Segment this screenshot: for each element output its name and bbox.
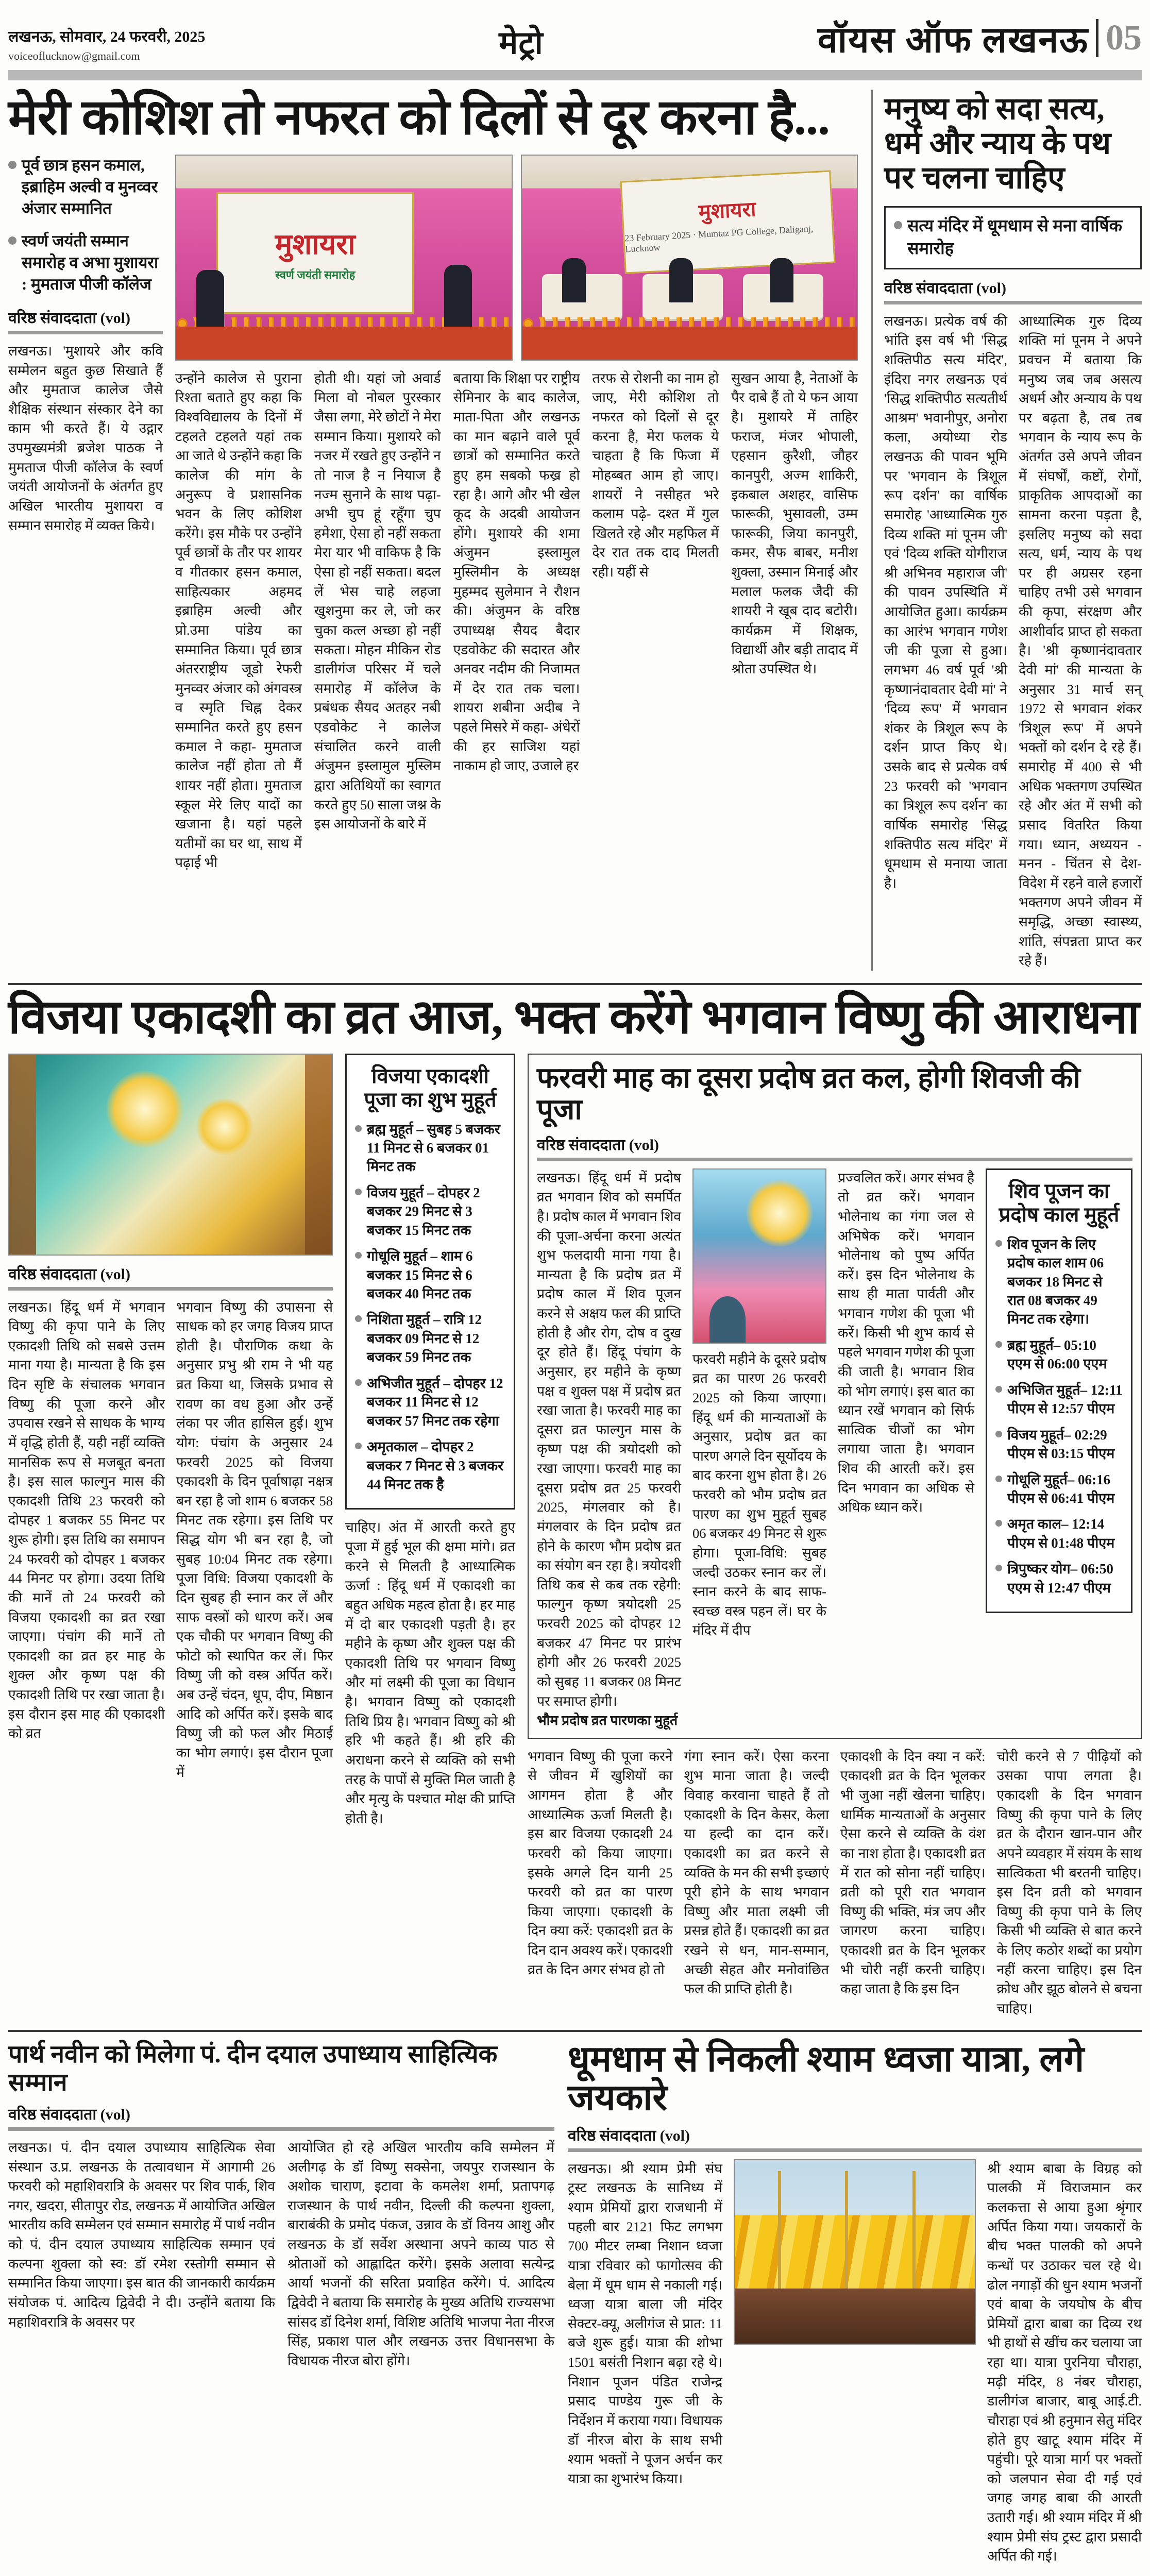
byline-rule (884, 301, 1142, 304)
bullet-text: पूर्व छात्र हसन कमाल, इब्राहिम अल्वी व मुनव्वर अंजार सम्मानित (22, 156, 158, 217)
bullet-text: स्वर्ण जयंती सम्मान समारोह व अभा मुशायरा : मुमताज पीजी कॉलेज (22, 232, 159, 294)
pradosh-headline: फरवरी माह का दूसरा प्रदोष व्रत कल, होगी शिवजी की पूजा (537, 1062, 1080, 1126)
muhurta-box-title: विजया एकादशी पूजा का शुभ मुहूर्त (364, 1064, 497, 1111)
mushaira-stage-photo-2 (521, 155, 858, 361)
mushaira-lead: लखनऊ। 'मुशायरे और कवि सम्मेलन बहुत कुछ सिखाते हैं और मुमताज कालेज जैसे शैक्षिक संस्थान संस्कार देने का काम भी करते हैं। ये उद्गार उपमुख्यमंत्री ब्रजेश पाठक ने मुमताज पीजी कॉलेज के स्वर्ण जयंती आयोजनों के अंतर्गत हुए अखिल भारतीय मुशायरा व सम्मान समारोह में व्यक्त किये। (8, 343, 163, 533)
vishnu-lakshmi-illustration (8, 1054, 333, 1256)
muhurta-item (355, 1247, 505, 1303)
mushaira-col-5: सुखन आया है, नेताओं के पैर दाबे हैं तो ये फन आया है। मुशायरे में ताहिर फराज, मंजर भोपाली, एहसान कुरैशी, जौहर कानपुरी, अज्म शाकिरी, इकबाल अशहर, वासिफ फारूकी, भुसावली, उम्म फारूकी, जिया कानपुरी, कमर, सैफ बाबर, मनीश शुक्ला, उस्मान मिनाई और मलाल फलक जैदी की शायरी ने खूब दाद बटोरी। कार्यक्रम में शिक्षक, विद्यार्थी और बड़ी तादाद में श्रोता उपस्थित थे। (731, 370, 858, 677)
pradosh-wrap (528, 1054, 1142, 2019)
muhurta-text: त्रिपुष्कर योग– 06:50 एएम से 12:47 पीएम (1007, 1561, 1113, 1596)
muhurta-text: अमृत काल– 12:14 पीएम से 01:48 पीएम (1007, 1516, 1115, 1551)
byline: वरिष्ठ संवाददाता (vol) (537, 1136, 659, 1154)
bullet-dot-icon (355, 1252, 362, 1259)
person-silhouette (770, 258, 793, 302)
article-parth-naveen (8, 2040, 554, 2566)
satya-col-1: लखनऊ। प्रत्येक वर्ष की भांति इस वर्ष भी 'सिद्ध शक्तिपीठ सत्य मंदिर', इंदिरा नगर लखनऊ एवं 'सिद्ध शक्तिपीठ सत्यतीर्थ आश्रम' भवानीपुर, अनोरा कला, अयोध्या रोड लखनऊ की पावन भूमि पर 'भगवान के त्रिशूल रूप दर्शन' का वार्षिक समारोह 'आध्यात्मिक गुरु दिव्य शक्ति मां पूनम जी' एवं 'दिव्य शक्ति योगीराज श्री अभिनव महाराज जी' की पावन उपस्थिति में आयोजित हुआ। कार्यक्रम का आरंभ भगवान गणेश जी की पूजा से हुआ। लगभग 46 वर्ष पूर्व 'श्री कृष्णानंदावतार देवी मां' ने 'दिव्य रूप' में भगवान शंकर के त्रिशूल रूप के दर्शन प्राप्त किए थे। उसके बाद से प्रत्येक वर्ष 23 फरवरी को 'भगवान का त्रिशूल रूप दर्शन' का वार्षिक समारोह 'सिद्ध शक्तिपीठ सत्य मंदिर' में धूमधाम से मनाया जाता है। (884, 313, 1007, 891)
ekadashi-bottom-row (528, 1747, 1142, 2019)
parth-headline: पार्थ नवीन को मिलेगा पं. दीन दयाल उपाध्याय साहित्यिक सम्मान (8, 2040, 498, 2096)
shyam-col-1: लखनऊ। श्री श्याम प्रेमी संघ ट्रस्ट लखनऊ के सानिध्य में श्याम प्रेमियों द्वारा राजधानी में पहली बार 2121 फिट लगभग 700 मीटर लम्बा निशान ध्वजा यात्रा रविवार को फागोत्सव की बेला में धूम धाम से नकाली गई। ध्वजा यात्रा बाला जी मंदिर सेक्टर-क्यू, अलीगंज से प्रात: 11 बजे शुरू हुई। यात्रा की शोभा 1501 बसंती निशान बढ़ा रहे थे। निशान पूजन पंडित राजेन्द्र प्रसाद पाण्डेय गुरू जी के निर्देशन में कराया गया। विधायक डॉ नीरज बोरा के साथ सभी श्याम भक्तों ने पूजन अर्चन कर यात्रा का शुभारंभ किया। (568, 2160, 722, 2486)
person-silhouette (444, 265, 472, 327)
satya-bullets (894, 215, 1132, 261)
byline: वरिष्ठ संवाददाता (vol) (8, 309, 130, 327)
halo-decoration (196, 1098, 253, 1155)
banner-title: मुशायरा (275, 228, 356, 261)
dateline: लखनऊ, सोमवार, 24 फरवरी, 2025 (8, 28, 206, 45)
bullet-item (8, 230, 163, 295)
muhurta-item (355, 1120, 505, 1176)
byline-rule (537, 1158, 1132, 1161)
halo-decoration (106, 1071, 183, 1148)
satya-col-2: आध्यात्मिक गुरु दिव्य शक्ति मां पूनम ने अपने प्रवचन में बताया कि मनुष्य जब जब असत्य अधर्म और अन्याय के पथ पर बढ़ता है, तब तब भगवान के न्याय रूप के अंतर्गत उसे अपने जीवन में संघर्षों, कष्टों, रोगों, प्राकृतिक आपदाओं का सामना करना पड़ता है, इसलिए मनुष्य को सदा सत्य, धर्म, न्याय के पथ पर ही अग्रसर रहना चाहिए तभी उसे भगवान की कृपा, संरक्षण और आशीर्वाद प्राप्त हो सकता है। 'श्री कृष्णानंदावतार देवी मां' की मान्यता के अनुसार 31 मार्च सन् 1972 से भगवान शंकर 'त्रिशूल रूप' में अपने भक्तों को दर्शन दे रहे हैं। समारोह में 400 से भी अधिक भक्तगण उपस्थित रहे और अंत में सभी को प्रसाद वितरित किया गया। ध्यान, अध्ययन - मनन - चिंतन से देश-विदेश में रहने वाले हजारों भक्तगण अपने जीवन में समृद्धि, अच्छा स्वास्थ्य, शांति, संपन्नता प्राप्त कर रहे हैं। (1019, 313, 1142, 969)
bullet-dot-icon (355, 1125, 362, 1132)
article-satya-mandir (871, 90, 1142, 971)
ekadashi-banner-headline: विजया एकादशी का व्रत आज, भक्त करेंगे भगवान विष्णु की आराधना (8, 990, 1139, 1043)
byline: वरिष्ठ संवाददाता (vol) (884, 279, 1006, 297)
muhurta-item (995, 1426, 1123, 1463)
contact-email: voiceoflucknow@gmail.com (8, 49, 140, 62)
bullet-dot-icon (8, 161, 16, 169)
ekadashi-bottom-col-1: भगवान विष्णु की पूजा करने से जीवन में खुशियों का आगमन होता है और आध्यात्मिक ऊर्जा मिलती है। इस बार विजया एकादशी 24 फरवरी को किया जाएगा। इसके अगले दिन यानी 25 फरवरी को व्रत का पारण किया जाएगा। एकादशी के दिन क्या करें: एकादशी व्रत के दिन दान अवश्य करें। एकादशी व्रत के दिन अगर संभव हो तो (528, 1748, 673, 1977)
article-ekadashi (8, 983, 1142, 2019)
muhurta-text: अभिजीत मुहूर्त – दोपहर 12 बजकर 11 मिनट से 12 बजकर 57 मिनट तक रहेगा (367, 1375, 503, 1429)
bullet-dot-icon (995, 1240, 1002, 1247)
muhurta-text: गोधूलि मुहूर्त – शाम 6 बजकर 15 मिनट से 6 बजकर 40 मिनट तक (367, 1248, 473, 1301)
shiv-muhurta-box (986, 1168, 1132, 1613)
ekadashi-col-1: लखनऊ। हिंदू धर्म में भगवान विष्णु की कृपा पाने के लिए एकादशी तिथि को सबसे उत्तम माना गया है। मान्यता है कि इस दिन सृष्टि के संचालक भगवान विष्णु की पूजा करने और उपवास रखने से साधक के भाग्य में वृद्धि होती हैं, यही नहीं व्यक्ति मानसिक रूप से मजबूत बनता है। इस साल फाल्गुन मास की एकादशी तिथि 23 फरवरी को दोपहर 1 बजकर 55 मिनट पर शुरू होगी। इस तिथि का समापन 24 फरवरी को दोपहर 1 बजकर 44 मिनट पर होगा। उदया तिथि की मानें तो 24 फरवरी को विजया एकादशी का व्रत रखा जाएगा। पंचांग की मानें तो एकादशी का व्रत हर माह के शुक्ल और कृष्ण पक्ष की एकादशी तिथि पर रखा जाता है। इस दौरान इस माह की एकादशी को व्रत (8, 1299, 165, 1741)
article-pradosh (528, 1054, 1142, 1739)
ekadashi-muhurta-column (345, 1054, 515, 1828)
muhurta-text: ब्रह्म मुहूर्त – सुबह 5 बजकर 11 मिनट से 6 बजकर 01 मिनट तक (367, 1121, 500, 1175)
bullet-text: सत्य मंदिर में धूमधाम से मना वार्षिक समारोह (907, 216, 1122, 259)
halo-decoration (746, 1180, 813, 1247)
masthead-left (8, 25, 225, 63)
muhurta-text: विजय मुहूर्त – दोपहर 2 बजकर 29 मिनट से 3 बजकर 15 मिनट तक (367, 1184, 480, 1238)
person-silhouette (196, 270, 224, 327)
muhurta-item (995, 1560, 1123, 1597)
ekadashi-bottom-col-4: चोरी करने से 7 पीढ़ियों को उसका पापा लगता है। एकादशी के दिन भगवान विष्णु की कृपा पाने के लिए व्रत के दौरान खान-पान और अपने व्यवहार में संयम के साथ सात्विकता भी बरतनी चाहिए। इस दिन व्रती को भगवान विष्णु की कृपा पाने के लिए किसी भी व्यक्ति से बात करने के लिए कठोर शब्दों का प्रयोग नहीं करना चाहिए। इस दिन क्रोध और झूठ बोलने से बचना चाहिए। (996, 1748, 1142, 2016)
byline-rule (8, 331, 163, 334)
byline: वरिष्ठ संवाददाता (vol) (568, 2127, 690, 2144)
bullet-dot-icon (355, 1379, 362, 1386)
bullet-dot-icon (995, 1520, 1002, 1527)
pillar-decoration (305, 1055, 332, 1255)
muhurta-item (995, 1470, 1123, 1508)
banner-title: मुशायरा (698, 197, 756, 224)
divider (1096, 19, 1098, 57)
shivling-shape (709, 1296, 746, 1343)
article-shyam-yatra (568, 2040, 1142, 2566)
pradosh-col-1: लखनऊ। हिंदू धर्म में प्रदोष व्रत भगवान शिव को समर्पित है। प्रदोष काल में भगवान शिव की पूजा-अर्चना करना अत्यंत शुभ फलदायी माना गया है। मान्यता है कि प्रदोष व्रत में प्रदोष काल में शिव पूजन करने से अक्षय फल की प्राप्ति होती है और रोग, दोष व दुख दूर होते हैं। हिंदू पंचांग के अनुसार, हर महीने के कृष्ण पक्ष व शुक्ल पक्ष में प्रदोष व्रत रखा जाता है। फरवरी माह का दूसरा व्रत फाल्गुन मास के कृष्ण पक्ष की त्रयोदशी को रखा जाएगा। फरवरी माह का दूसरा प्रदोष व्रत 25 फरवरी 2025, मंगलवार को है। मंगलवार के दिन प्रदोष व्रत होने के कारण भौम प्रदोष व्रत का संयोग बन रहा है। त्रयोदशी तिथि कब से कब तक रहेगी: फाल्गुन कृष्ण त्रयोदशी 25 फरवरी 2025 को दोपहर 12 बजकर 47 मिनट पर प्रारंभ होगी और 26 फरवरी 2025 को सुबह 11 बजकर 08 मिनट पर समाप्त होगी। (537, 1170, 681, 1709)
ekadashi-muhurta-continuation: चाहिए। अंत में आरती करते हुए पूजा में हुई भूल की क्षमा मांगे। व्रत करने से मिलती है आध्यात्मिक ऊर्जा : हिंदू धर्म में एकादशी का बहुत अधिक महत्व होता है। हर माह में दो बार एकादशी पड़ती है। हर महीने के कृष्ण और शुक्ल पक्ष की एकादशी तिथि पर भगवान विष्णु और मां लक्ष्मी की पूजा का विधान है। भगवान विष्णु को एकादशी तिथि प्रिय है। भगवान विष्णु को श्री हरि भी कहते हैं। श्री हरि की अराधना करने से व्यक्ति को सभी तरह के पापों से मुक्ति मिल जाती है और मृत्यु के पश्चात मोक्ष की प्राप्ति होती है। (345, 1519, 515, 1826)
pradosh-col-3: प्रज्वलित करें। अगर संभव है तो व्रत करें। भगवान भोलेनाथ का गंगा जल से अभिषेक करें। भगवान भोलेनाथ को पुष्प अर्पित करें। इस दिन भोलेनाथ के साथ ही माता पार्वती और भगवान गणेश की पूजा भी करें। किसी भी शुभ कार्य से पहले भगवान गणेश की पूजा की जाती है। भगवान शिव को भोग लगाएं। इस बात का ध्यान रखें भगवान को सिर्फ सात्विक चीजों का भोग लगाया जाता है। भगवान शिव की आरती करें। इस दिन भगवान का अधिक से अधिक ध्यान करें। (838, 1170, 974, 1515)
stage-carpet (176, 327, 512, 359)
section-rule (8, 2030, 1142, 2032)
flag-pole (778, 2171, 781, 2292)
shiv-box-title: शिव पूजन का प्रदोष काल मुहूर्त (999, 1179, 1120, 1226)
bullet-item (894, 215, 1132, 261)
masthead-rule (8, 70, 1142, 80)
mushaira-col-2: होती थी। यहां जो अवार्ड मिला वो नोबल पुरस्कार जैसा लगा, मेरे छोटों ने मेरा सम्मान किया। मुशायरे को नजर में रखते हुए उन्होंने न तो नाज है न नियाज है नज्म सुनाने के साथ पढ़ा- अभी चुप हूं रहूँगा चुप हमेशा, ऐसा हो नहीं सकता मेरा यार भी वाकिफ है कि ऐसा हो नहीं सकता। बदल लें भेस चाहे लहजा खुशनुमा कर ले, जो कर चुका कत्ल अच्छा हो नहीं सकता। मोहन मीकिन रोड डालीगंज परिसर में चले समारोह में कॉलेज के प्रबंधक सैयद अतहर नबी एडवोकेट ने कालेज संचालित करने वाली अंजुमन इस्लामुल मुस्लिम द्वारा अतिथियों का स्वागत करते हुए 50 साला जश्न के इस आयोजनों के बारे में (314, 370, 441, 832)
mushaira-main (175, 155, 858, 873)
bullet-dot-icon (995, 1431, 1002, 1437)
ekadashi-left (8, 1054, 333, 1783)
byline-rule (8, 2127, 554, 2131)
bullet-dot-icon (995, 1476, 1002, 1482)
page-number: 05 (1106, 18, 1142, 58)
banner-subtitle: स्वर्ण जयंती समारोह (275, 268, 356, 281)
muhurta-item (995, 1235, 1123, 1329)
bullet-dot-icon (995, 1386, 1002, 1393)
muhurta-text: निशिता मुहूर्त – रात्रि 12 बजकर 09 मिनट से 12 बजकर 59 मिनट तक (367, 1312, 482, 1365)
bullet-dot-icon (995, 1341, 1002, 1348)
stage-carpet (522, 327, 857, 359)
ekadashi-col-2: भगवान विष्णु की उपासना से साधक को हर जगह विजय प्राप्त होती है। पौराणिक कथा के अनुसार प्रभु श्री राम ने भी यह व्रत किया था, जिसके प्रभाव से रावण का वध हुआ और उन्हें लंका पर जीत हासिल हुई। शुभ योग: पंचांग के अनुसार 24 फरवरी 2025 को विजया एकादशी के दिन पूर्वाषाढ़ा नक्षत्र बन रहा है जो शाम 6 बजकर 58 मिनट तक रहेगा। इस तिथि पर सिद्ध योग भी बन रहा है, जो सुबह 10:04 मिनट तक रहेगा। पूजा विधि: विजया एकादशी के दिन सुबह ही स्नान कर लें और साफ वस्त्रों को धारण करें। अब एक चौकी पर भगवान विष्णु की फोटो को स्थापित कर लें। फिर विष्णु जी को वस्त्र अर्पित करें। अब उन्हें चंदन, धूप, दीप, मिष्ठान आदि को अर्पित करें। इसके बाद विष्णु जी को फल और मिठाई का भोग लगाएं। इस दौरान पूजा में (176, 1299, 333, 1780)
bullet-dot-icon (355, 1189, 362, 1195)
muhurta-item (995, 1515, 1123, 1552)
bullet-item (8, 155, 163, 219)
shyam-headline: धूमधाम से निकली श्याम ध्वजा यात्रा, लगे जयकारे (568, 2039, 1085, 2119)
shiva-parvati-illustration (692, 1168, 826, 1344)
muhurta-text: विजय मुहूर्त– 02:29 पीएम से 03:15 पीएम (1007, 1427, 1115, 1462)
shyam-yatra-photo (734, 2159, 976, 2345)
shyam-col-2: श्री श्याम बाबा के विग्रह को पालकी में विराजमान कर कलकत्ता से आया हुआ श्रृंगार अर्पित किया गया। जयकारों के बीच भक्त पालकी को अपने कन्धों पर उठाकर चल रहे थे। ढोल नगाड़ों की धुन श्याम भजनों एवं बाबा के जयघोष के बीच प्रेमियों द्वारा बाबा का दिव्य रथ भी हाथों से खींच कर चलाया जा रहा था। यात्रा पुरनिया चौराहा, मढ़ी मंदिर, 8 नंबर चौराहा, डालीगंज बाजार, बाबू आई.टी. चौराहा एवं श्री हनुमान सेतु मंदिर होते हुए खाटू श्याम मंदिर में पहुंची। पूरे यात्रा मार्ग पर भक्तों को जलपान सेवा दी गई एवं जगह जगह बाबा की आरती उतारी गई। श्री श्याम मंदिर में श्री श्याम प्रेमी संघ ट्रस्ट द्वारा प्रसादी अर्पित की गई। (987, 2160, 1142, 2564)
ekadashi-muhurta-box (345, 1054, 515, 1510)
person-silhouette (669, 258, 693, 302)
muhurta-text: ब्रह्म मुहूर्त– 05:10 एएम से 06:00 एएम (1007, 1337, 1107, 1372)
muhurta-item (355, 1374, 505, 1430)
mushaira-bullets (8, 155, 163, 295)
parth-col-1: लखनऊ। पं. दीन दयाल उपाध्याय साहित्यिक सेवा संस्थान उ.प्र. लखनऊ के तत्वावधान में आगामी 26 फरवरी को महाशिवरात्रि के अवसर पर शिव पार्क, शिव नगर, खदरा, सीतापुर रोड, लखनऊ में आयोजित अखिल भारतीय कवि सम्मेलन एवं सम्मान समारोह में पार्थ नवीन को पं. दीन दयाल उपाध्याय साहित्यिक सम्मान एवं कल्पना शुक्ला को स्व: डॉ रमेश रस्तोगी सम्मान से सम्मानित किया जाएगा। इस बात की जानकारी कार्यक्रम संयोजक पं. आदित्य द्विवेदी ने दी। उन्होंने बताया कि महाशिवरात्रि के अवसर पर (8, 2139, 275, 2330)
byline-rule (568, 2148, 1142, 2152)
pradosh-subhead: भौम प्रदोष व्रत पारणका मुहूर्त (537, 1713, 678, 1728)
flag-pole (912, 2171, 916, 2292)
ekadashi-bottom-col-3: एकादशी के दिन क्या न करें: एकादशी व्रत के दिन भूलकर भी जुआ नहीं खेलना चाहिए। धार्मिक मान्यताओं के अनुसार ऐसा करने से व्यक्ति के वंश का नाश होता है। एकादशी व्रत में रात को सोना नहीं चाहिए। व्रती को पूरी रात भगवान विष्णु की भक्ति, मंत्र जप और जागरण करना चाहिए। एकादशी व्रत के दिन भूलकर भी चोरी नहीं करनी चाहिए। कहा जाता है कि इस दिन (840, 1748, 986, 1997)
muhurta-item (355, 1437, 505, 1494)
article-mushaira (8, 90, 858, 971)
shiv-muhurta-items (995, 1235, 1123, 1597)
muhurta-text: शिव पूजन के लिए प्रदोष काल शाम 06 बजकर 18 मिनट से रात 08 बजकर 49 मिनट तक रहेगा। (1007, 1236, 1104, 1327)
muhurta-text: अमृतकाल – दोपहर 2 बजकर 7 मिनट से 3 बजकर 44 मिनट तक है (367, 1439, 504, 1492)
mushaira-rail (8, 155, 163, 873)
pillar-decoration (9, 1055, 36, 1255)
muhurta-item (355, 1183, 505, 1240)
person-silhouette (562, 258, 586, 302)
mushaira-banner (216, 192, 414, 314)
muhurta-items (355, 1120, 505, 1494)
mushaira-col-1: उन्होंने कालेज से पुराना रिश्ता बताते हुए कहा कि विश्वविद्यालय के दिनों में टहलते टहलते यहां तक आ जाते थे उन्होंने कहा कि कालेज की मांग के अनुरूप वे प्रशासनिक भवन के लिए कोशिश करेंगे। इस मौके पर उन्होंने पूर्व छात्रों के तौर पर शायर व गीतकार हसन कमाल, साहित्यकार अहमद इब्राहिम अल्वी और प्रो.उमा पांडेय का सम्मानित किया। पूर्व छात्र अंतरराष्ट्रीय जूडो रेफरी मुनव्वर अंजार को अंगवस्त्र व स्मृति चिह्न देकर सम्मानित करते हुए हसन कमाल ने कहा- मुमताज कालेज नहीं होता तो मैं शायर नहीं होता। मुमताज स्कूल मेरे लिए यादों का खजाना है। यहां पहले यतीमों का घर था, साथ में पढ़ाई भी (175, 370, 302, 871)
bullet-dot-icon (894, 221, 902, 229)
byline: वरिष्ठ संवाददाता (vol) (8, 1265, 130, 1283)
bullet-dot-icon (995, 1565, 1002, 1571)
section-title: मेट्रो (499, 26, 544, 61)
mushaira-headline: मेरी कोशिश तो नफरत को दिलों से दूर करना है... (8, 90, 830, 145)
bullet-dot-icon (355, 1315, 362, 1322)
byline-rule (8, 1287, 333, 1291)
ekadashi-bottom-col-2: गंगा स्नान करें। ऐसा करना शुभ माना जाता है। जल्दी विवाह करवाना चाहते हैं तो एकादशी के दिन केसर, केला या हल्दी का दान करें। एकादशी का व्रत करने से व्यक्ति के मन की सभी इच्छाएं पूरी होने के साथ भगवान विष्णु और माता लक्ष्मी जी प्रसन्न होते हैं। एकादशी का व्रत रखने से धन, मान-सम्मान, अच्छी सेहत और मनोवांछित फल की प्राप्ति होती है। (684, 1748, 829, 1997)
muhurta-item (995, 1336, 1123, 1374)
bullet-dot-icon (8, 236, 16, 245)
satya-headline: मनुष्य को सदा सत्य, धर्म और न्याय के पथ पर चलना चाहिए (884, 92, 1111, 195)
muhurta-item (355, 1310, 505, 1366)
mushaira-banner (620, 171, 835, 274)
mushaira-stage-photo-1 (175, 155, 513, 361)
bullet-dot-icon (355, 1443, 362, 1449)
banner-date: 23 February 2025 · Mumtaz PG College, Daliganj, Lucknow (624, 223, 814, 255)
byline: वरिष्ठ संवाददाता (vol) (8, 2106, 130, 2123)
mushaira-col-3: बताया कि शिक्षा पर राष्ट्रीय सेमिनार के बाद कालेज, माता-पिता और लखनऊ का मान बढ़ाने वाले पूर्व छात्रों को सम्मानित करते हुए हम सबको फख्र हो रहा है। आगे और भी खेल कूद के अदबी आयोजन होंगे। मुशायरे की शमा अंजुमन इस्लामुल मुस्लिमीन के अध्यक्ष मुहम्मद सुलेमान ने रौशन की। अंजुमन के वरिष्ठ उपाध्यक्ष सैयद बैदार एडवोकेट की सदारत और अनवर नदीम की निजामत में देर रात तक चला। शायरा शबीना अदीब ने पहले मिसरे में कहा- अंधेरों की हर साजिश यहां नाकाम हो जाए, उजाले हर (453, 370, 580, 774)
pradosh-under-image: फरवरी महीने के दूसरे प्रदोष व्रत का पारण 26 फरवरी 2025 को किया जाएगा। हिंदू धर्म की मान्यताओं के अनुसार, प्रदोष व्रत का पारण अगले दिन सूर्योदय के बाद करना शुभ होता है। 26 फरवरी को भौम प्रदोष व्रत पारण का शुभ मुहूर्त सुबह 06 बजकर 49 मिनट से शुरू होगा। पूजा-विधि: सुबह जल्दी उठकर स्नान कर लें। स्नान करने के बाद साफ-स्वच्छ वस्त्र पहन लें। घर के मंदिर में दीप (692, 1351, 826, 1638)
muhurta-text: अभिजित मुहूर्त– 12:11 पीएम से 12:57 पीएम (1007, 1382, 1123, 1417)
masthead (8, 5, 1142, 63)
crowd-silhouette (735, 2289, 975, 2344)
paper-name: वॉयस ऑफ लखनऊ (817, 21, 1089, 60)
pradosh-middle (692, 1168, 826, 1731)
parth-col-2: आयोजित हो रहे अखिल भारतीय कवि सम्मेलन में अलीगढ़ के डॉ विष्णु सक्सेना, जयपुर राजस्थान के अशोक चाराण, इटावा के कमलेश शर्मा, प्रतापगढ़ राजस्थान के पार्थ नवीन, दिल्ली की कल्पना शुक्ला, बाराबंकी के प्रमोद पंकज, उन्नाव के डॉ विनय आशु और लखनऊ के डॉ सर्वेश अस्थाना अपने काव्य पाठ से श्रोताओं को आह्लादित करेंगे। इसके अलावा सत्येन्द्र आर्या भजनों की सरिता प्रवाहित करेंगे। पं. आदित्य द्विवेदी ने बताया कि समारोह के मुख्य अतिथि राज्यसभा सांसद डॉ दिनेश शर्मा, विशिष्ट अतिथि भाजपा नेता नीरज सिंह, प्रकाश पाल और लखनऊ उत्तर विधानसभा के विधायक नीरज बोरा होंगे। (288, 2139, 554, 2368)
mushaira-col-4: तरफ से रोशनी का नाम हो जाए, मेरी कोशिश तो नफरत को दिलों से दूर करना है, मेरा फलक ये चाहता है कि फिजा में मोहब्बत आम हो जाए। शायरों ने नसीहत भरे कलाम पढ़े- दश्त में गुल खिलते रहे और महफिल में देर रात तक दाद मिलती रही। यहीं से (592, 370, 719, 580)
muhurta-text: गोधूलि मुहूर्त– 06:16 पीएम से 06:41 पीएम (1007, 1471, 1115, 1506)
muhurta-item (995, 1381, 1123, 1418)
masthead-right (818, 13, 1142, 63)
flag-pole (845, 2171, 848, 2292)
satya-highlight-box (884, 206, 1142, 269)
